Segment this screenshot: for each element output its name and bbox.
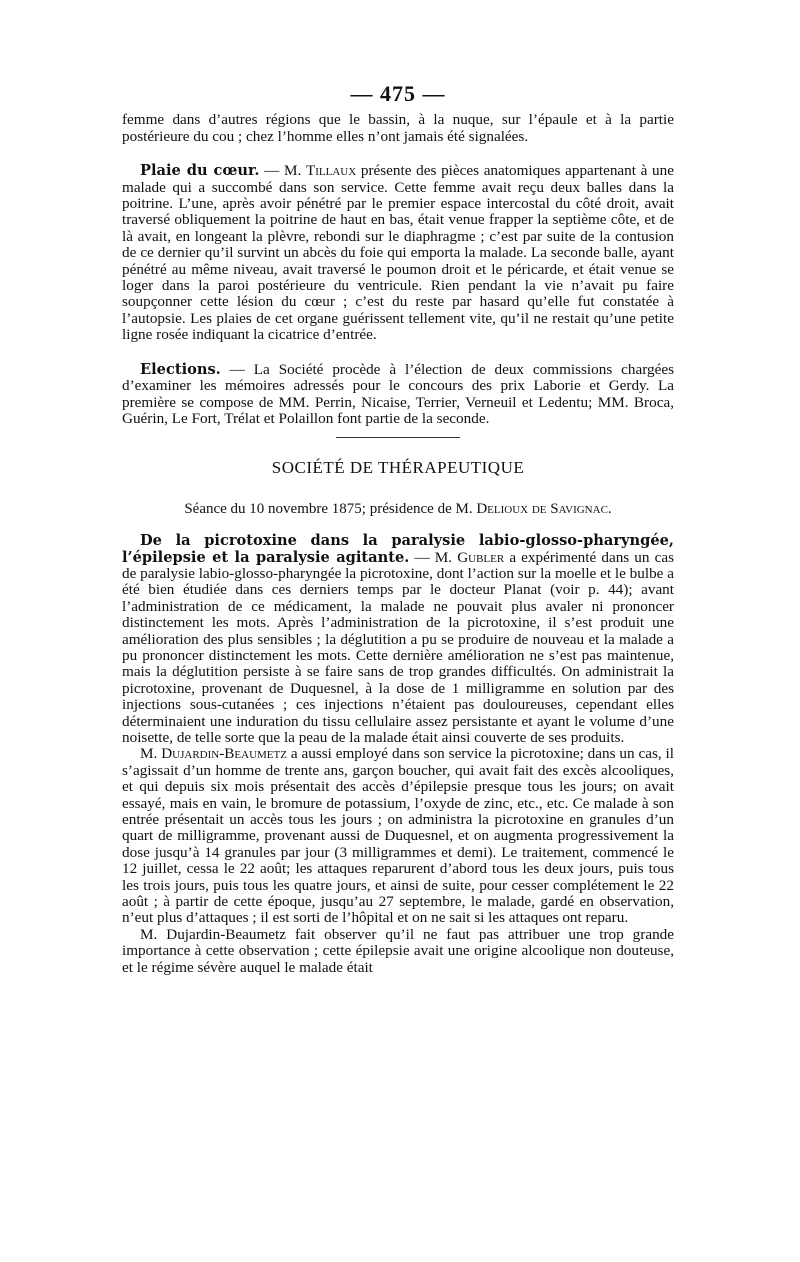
seance-president: Delioux de Savignac	[476, 500, 608, 517]
dujardin1-text: a aussi employé dans son service la picrotoxine; dans un cas, il s’agissait d’un homme de trente ans, garçon boucher, qui avait fait des excès alcooliques, et qui depuis six mois présentait des accès d’épilepsie presque tous les jours; on avait essayé, mais en vain, le bromure de potassium, l’oxyde de zinc, etc., etc. Ce malade à son entrée présentait un accès tous les jours ; on administra la picrotoxine en granules d’un quart de milligramme, provenant aussi de Duquesnel, et on augmenta progressivement la dose jusqu’à 14 granules par jour (3 milligrammes et demi). Le traitement, commencé le 12 juillet, cessa le 22 août; les attaques reparurent d’abord tous les deux jours, puis tous les trois jours, puis tous les quatre jours, et ainsi de suite, pour cesser complétement le 22 août ; à partir de cette époque, jusqu’au 27 septembre, le malade, gardé en observation, n’eut plus d’attaques ; il est sorti de l’hôpital et on ne sait si les attaques ont reparu.	[122, 745, 674, 927]
dujardin-paragraph-2: M. Dujardin-Beaumetz fait observer qu’il ne faut pas attribuer une trop grande importance à cette observation ; cette épilepsie avait une origine alcoolique non douteuse, et le régime sévère auquel le malade était	[122, 925, 674, 976]
section-title: SOCIÉTÉ DE THÉRAPEUTIQUE	[271, 458, 525, 478]
plaie-du-coeur-paragraph	[122, 163, 674, 343]
picrotoxine-text: a expérimenté dans un cas de paralysie labio-glosso-pharyngée la picrotoxine, dont l’action sur la moelle et le bulbe a été bien étudiée dans ces derniers temps par le docteur Planat (voir p. 44); avant l’administration de ce médicament, la malade ne pouvait plus avaler ni prononcer distinctement les mots. Après l’administration de la picrotoxine, il s’est produit une amélioration des plus sensibles ; la déglutition a pu se produire de nouveau et la malade a pu prononcer distinctement les mots. Cette dernière amélioration ne s’est pas maintenue, mais la déglutition persiste à se faire sans de trop grandes difficultés. On administrait la picrotoxine, provenant de Duquesnel, à la dose de 1 milligramme en solution par des injections sous-cutanées ; ces injections n’étaient pas douloureuses, cependant elles déterminaient une induration du tissu cellulaire assez persistante et ayant le volume d’une noisette, de telle sorte que la peau de la malade était ainsi couverte de ses produits.	[122, 548, 674, 746]
picrotoxine-author: Gubler	[457, 548, 505, 566]
picrotoxine-dash: — M.	[409, 548, 458, 566]
plaie-heading: Plaie du cœur.	[140, 162, 260, 180]
dujardin1-prefix: M.	[140, 745, 162, 763]
picrotoxine-paragraph	[122, 533, 674, 746]
elections-heading: Elections.	[140, 360, 221, 378]
seance-end: .	[607, 500, 612, 517]
elections-text: — La Société procède à l’élection de deux commissions chargées d’examiner les mémoires adressés pour le concours des prix Laborie et Gerdy. La première se compose de MM. Perrin, Nicaise, Terrier, Verneuil et Ledentu; MM. Broca, Guérin, Le Fort, Trélat et Polaillon font partie de la seconde.	[122, 360, 674, 427]
intro-paragraph: femme dans d’autres régions que le bassin, à la nuque, sur l’épaule et à la partie postérieure du cou ; chez l’homme elles n’ont jamais été signalées.	[122, 111, 674, 145]
plaie-text: présente des pièces anatomiques appartenant à une malade qui a succombé dans son service. Cette femme avait reçu deux balles dans la poitrine. L’une, après avoir pénétré par le premier espace intercostal du côté droit, avait traversé obliquement la poitrine de haut en bas, était venue frapper la septième côte, et de là avait, en longeant la plèvre, rebondi sur le diaphragme ; c’est par suite de la contusion de ce dernier qu’il survint un abcès du foie qui emporta la malade. La seconde balle, ayant pénétré au même niveau, avait traversé le poumon droit et le péricarde, et était venue se loger dans la paroi postérieure du ventricule. Rien pendant la vie n’avait pu faire soupçonner cette lésion du cœur ; c’est du reste par hasard qu’elle fut constatée à l’autopsie. Les plaies de cet organe guérissent tellement vite, qu’il ne restait qu’une petite ligne rosée indiquant la cicatrice d’entrée.	[122, 162, 674, 344]
plaie-dash: — M.	[259, 162, 306, 180]
section-divider	[336, 437, 460, 438]
dujardin1-name: Dujardin-Beaumetz	[161, 745, 287, 763]
elections-paragraph	[122, 362, 674, 428]
seance-text: Séance du 10 novembre 1875; présidence de M.	[184, 500, 477, 517]
picrotoxine-heading: De la picrotoxine dans la paralysie labio-glosso-pharyngée, l’épilepsie et la paralysie agitante.	[122, 532, 674, 566]
seance-line	[122, 501, 674, 517]
plaie-author: Tillaux	[305, 162, 357, 180]
page-number: — 475 —	[350, 81, 446, 106]
document-page	[122, 81, 674, 976]
dujardin-paragraph-1	[122, 746, 674, 926]
